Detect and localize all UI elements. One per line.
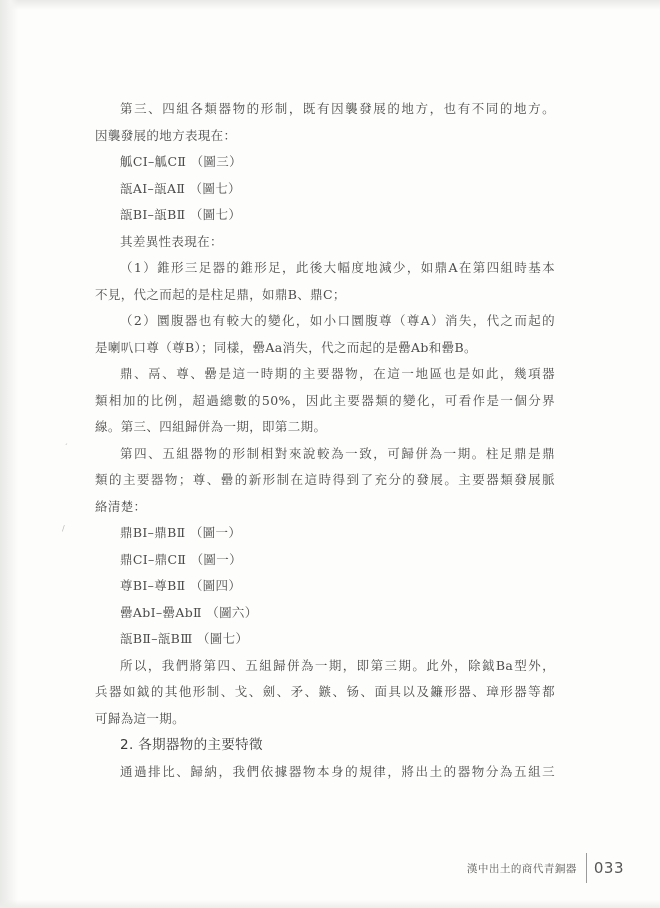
list-item: 瓿BⅡ–瓿BⅢ （圖七） (120, 631, 249, 646)
paragraph-line: 所以，我們將第四、五組歸併為一期，即第三期。此外，除鉞Ba型外， (120, 657, 555, 673)
paragraph-line: 線。第三、四組歸併為一期，即第二期。 (95, 419, 327, 434)
binding-shadow (0, 0, 18, 908)
top-shadow (0, 0, 660, 10)
list-item: 瓿BⅠ–瓿BⅡ （圖七） (120, 207, 242, 222)
paragraph-line: 不見，代之而起的是柱足鼎，如鼎B、鼎C； (95, 286, 346, 302)
paragraph-line: 類相加的比例，超過總數的50%，因此主要器類的變化，可看作是一個分界 (95, 392, 555, 408)
section-heading: 2. 各期器物的主要特徵 (120, 737, 263, 753)
paragraph-line: 類的主要器物；尊、罍的新形制在這時得到了充分的發展。主要器類發展脈 (95, 472, 555, 487)
paragraph-line: （2）圜腹器也有較大的變化，如小口圜腹尊（尊A）消失，代之而起的 (120, 313, 555, 328)
running-title: 漢中出土的商代青銅器 (466, 862, 577, 875)
paragraph-line: 是喇叭口尊（尊B）；同樣，罍Aa消失，代之而起的是罍Ab和罍B。 (95, 339, 477, 355)
paragraph-line: 鼎、鬲、尊、罍是這一時期的主要器物，在這一地區也是如此，幾項器 (120, 366, 555, 381)
paragraph-line: 因襲發展的地方表現在： (95, 127, 237, 143)
paragraph-line: 可歸為這一期。 (95, 710, 185, 726)
body-text (95, 96, 555, 785)
footer-divider (586, 853, 587, 883)
page-footer (467, 858, 624, 878)
paragraph-line: 第四、五組器物的形制相對來說較為一致，可歸併為一期。柱足鼎是鼎 (120, 445, 555, 461)
page-number: 033 (593, 859, 624, 877)
bottom-shadow (0, 900, 660, 908)
list-item: 瓿AⅠ–瓿AⅡ （圖七） (120, 180, 241, 196)
list-item: 罍AbⅠ–罍AbⅡ （圖六） (120, 604, 258, 620)
list-item: 觚CⅠ–觚CⅡ （圖三） (120, 154, 242, 169)
paragraph-line: 第三、四組各類器物的形制，既有因襲發展的地方，也有不同的地方。 (120, 101, 555, 116)
paragraph-line: 絡清楚： (95, 498, 147, 514)
paragraph-line: 兵器如鉞的其他形制、戈、劍、矛、鏃、钖、面具以及鐮形器、璋形器等都 (95, 684, 555, 699)
ink-speck: / (62, 524, 65, 533)
paragraph-line: 通過排比、歸納，我們依據器物本身的規律，將出土的器物分為五組三 (120, 763, 555, 779)
ink-speck: ˏ (64, 436, 68, 445)
paragraph-line: （1）錐形三足器的錐形足，此後大幅度地減少，如鼎A在第四組時基本 (120, 260, 555, 275)
list-item: 鼎CⅠ–鼎CⅡ （圖一） (120, 551, 242, 567)
list-item: 其差異性表現在： (120, 233, 223, 249)
list-item: 尊BⅠ–尊BⅡ （圖四） (120, 578, 242, 593)
list-item: 鼎BⅠ–鼎BⅡ （圖一） (120, 525, 242, 540)
